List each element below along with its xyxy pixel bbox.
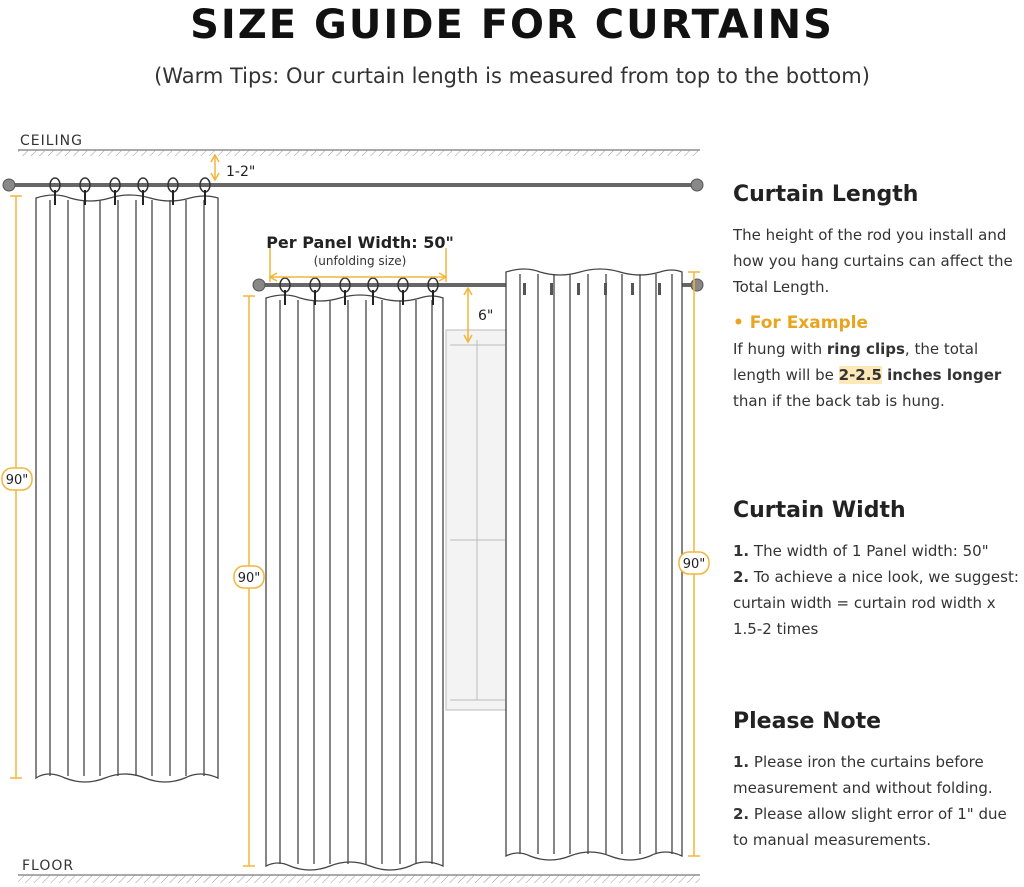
ceiling-hatch [18, 150, 700, 156]
width-item-2: 2. To achieve a nice look, we suggest: curtain width = curtain rod width x 1.5-2 times [733, 568, 1019, 638]
warm-tips: (Warm Tips: Our curtain length is measured from top to the bottom) [154, 64, 870, 88]
note-item-2: 2. Please allow slight error of 1" due to manual measurements. [733, 805, 1007, 849]
middle-length-label: 90" [237, 571, 261, 586]
curtain-length-heading: Curtain Length [733, 182, 919, 207]
right-curtain [506, 269, 682, 860]
window [446, 330, 508, 710]
curtain-width-heading: Curtain Width [733, 498, 906, 523]
right-length-label: 90" [682, 557, 706, 572]
middle-curtain [266, 295, 443, 870]
panel-width-label: Per Panel Width: 50" [266, 233, 454, 252]
left-length-label: 90" [5, 473, 29, 488]
left-curtain [36, 195, 218, 782]
please-note-section [733, 707, 1023, 853]
floor-hatch [18, 875, 700, 883]
example-label: • For Example [733, 313, 868, 333]
note-item-1: 1. Please iron the curtains before measurement and without folding. [733, 753, 993, 797]
highlight-value: 2-2.5 [838, 366, 882, 384]
ring-clips-text: ring clips [826, 340, 905, 358]
curtain-length-body: The height of the rod you install and how you hang curtains can affect the Total Length. [733, 226, 1013, 296]
unfolding-label: (unfolding size) [313, 254, 407, 268]
please-note-heading: Please Note [733, 709, 882, 734]
curtain-width-section [733, 496, 1023, 642]
page-title: SIZE GUIDE FOR CURTAINS [190, 2, 834, 48]
example-text: If hung with ring clips, the total length will be 2-2.5 inches longer than if the back tab is hung. [733, 340, 1002, 410]
upper-rod [3, 179, 703, 191]
gap-top-marker [211, 155, 219, 180]
floor-label: FLOOR [22, 858, 75, 874]
width-item-1: 1. The width of 1 Panel width: 50" [733, 542, 989, 560]
gap-top-label: 1-2" [226, 164, 256, 180]
gap-rod-label: 6" [478, 308, 494, 324]
ceiling-label: CEILING [20, 133, 83, 149]
curtain-length-section [733, 180, 1023, 414]
